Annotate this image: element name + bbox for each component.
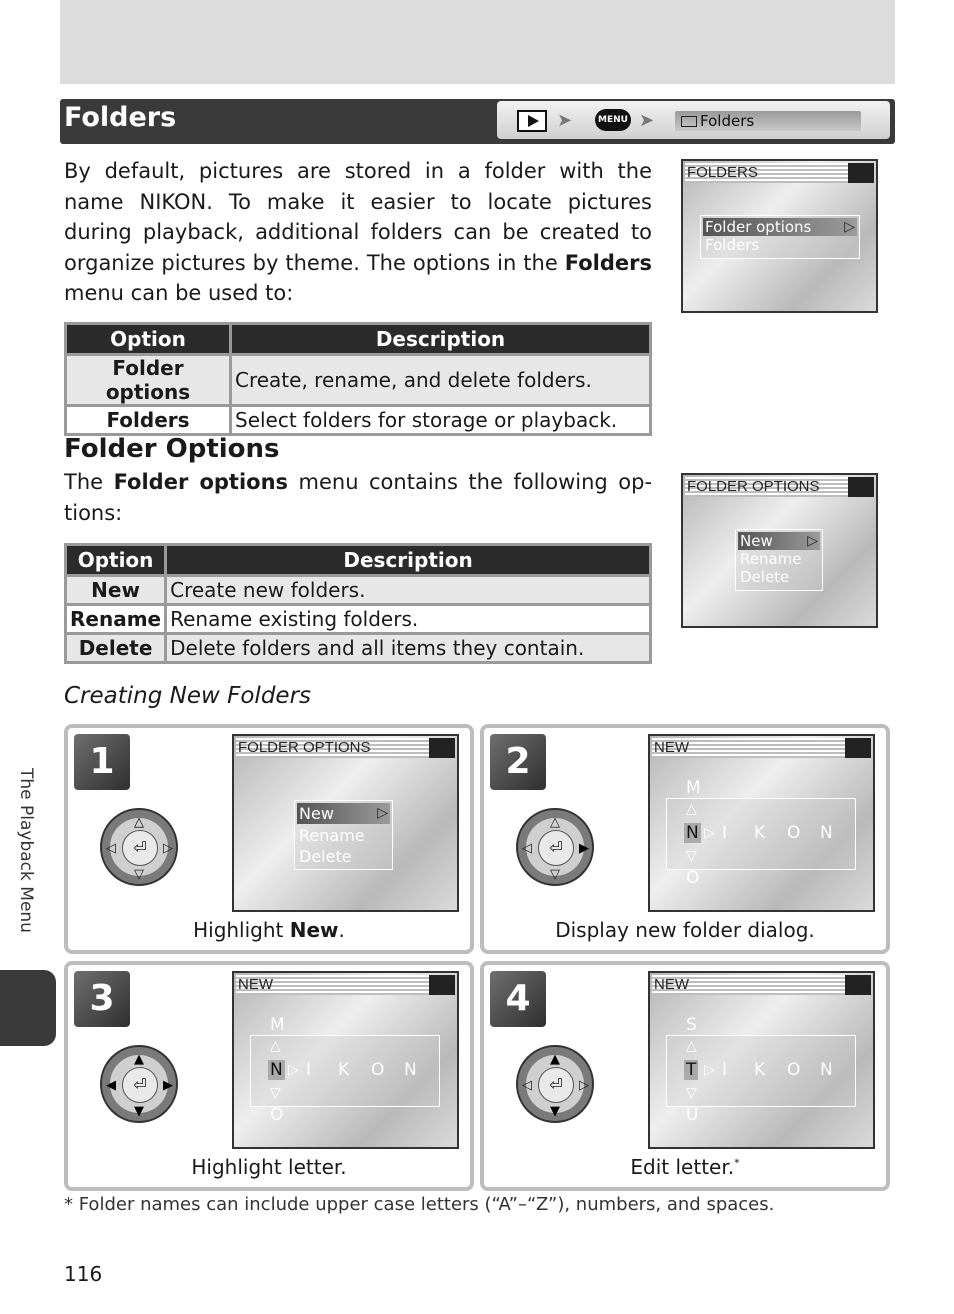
multi-selector-icon: ⏎ ▲ ▼ ◁ ▷	[516, 1045, 594, 1123]
camera-screen	[232, 734, 459, 912]
name-letter: O	[787, 1060, 801, 1080]
name-letter: I	[722, 823, 728, 843]
screen-title: FOLDERS	[685, 163, 874, 183]
letter-below: U	[686, 1105, 699, 1125]
menu-item: New ▷	[738, 532, 820, 550]
up-arrow-icon: △	[270, 1038, 281, 1054]
side-tab	[0, 970, 56, 1046]
folder-options-table	[64, 543, 652, 664]
menu-item: New ▷	[297, 803, 390, 824]
name-letter: N	[820, 1060, 833, 1080]
column-header: Option	[67, 325, 232, 353]
section-paragraph: The Folder options menu contains the following op-tions:	[64, 470, 653, 525]
column-header: Description	[232, 325, 649, 353]
menu-path	[497, 101, 890, 139]
down-arrow-icon: ▽	[686, 1085, 697, 1101]
name-letter: I	[722, 1060, 728, 1080]
arrow-icon: ➤	[557, 110, 573, 131]
step-number: 1	[74, 734, 130, 790]
step-caption: Highlight letter.	[191, 1155, 347, 1179]
table-row: Rename Rename existing folders.	[67, 603, 649, 632]
screen-title: FOLDER OPTIONS	[236, 738, 455, 758]
step-caption: Display new folder dialog.	[555, 918, 815, 942]
folder-options-screen	[681, 473, 878, 628]
intro-paragraph: By default, pictures are stored in a folder with the name NIKON. To make it easier to locate pictures during playback, additional folders can be created to organize pictures by theme. The options in the Folders menu can be used to:	[64, 159, 652, 305]
step-number: 3	[74, 971, 130, 1027]
down-arrow-icon: ▽	[270, 1085, 281, 1101]
menu-item: Folder options ▷	[703, 218, 857, 236]
destination-label: Folders	[700, 112, 755, 130]
table-row: Folder options Create, rename, and delete folders.	[67, 353, 649, 404]
step-4	[480, 961, 890, 1191]
letter-above: S	[686, 1015, 697, 1035]
name-letter: N	[820, 823, 833, 843]
section-heading: Folder Options	[64, 434, 280, 464]
step-1	[64, 724, 474, 954]
menu-item: Rename	[299, 826, 365, 845]
screen-title: NEW	[652, 738, 871, 758]
folders-menu-screen	[681, 159, 878, 313]
menu-list	[294, 800, 393, 870]
step-number: 2	[490, 734, 546, 790]
step-3	[64, 961, 474, 1191]
table-row: Delete Delete folders and all items they contain.	[67, 632, 649, 661]
name-letter: I	[306, 1060, 312, 1080]
screen-title: FOLDER OPTIONS	[685, 477, 874, 497]
menu-button-icon: MENU	[595, 109, 631, 131]
name-letter: O	[371, 1060, 385, 1080]
table-row: New Create new folders.	[67, 574, 649, 603]
options-table	[64, 322, 652, 436]
menu-item: Rename	[740, 550, 802, 568]
right-arrow-icon: ▷	[288, 1062, 299, 1078]
step-caption: Highlight New.	[193, 918, 345, 942]
multi-selector-icon: ⏎ △ ▽ ◁ ▶	[516, 808, 594, 886]
screen-title: NEW	[236, 975, 455, 995]
letter-below: O	[270, 1105, 284, 1125]
right-arrow-icon: ▷	[704, 825, 715, 841]
current-letter: N	[686, 823, 699, 843]
name-letter: O	[787, 823, 801, 843]
right-arrow-icon: ▷	[704, 1062, 715, 1078]
top-band	[60, 0, 895, 84]
name-letter: K	[754, 823, 766, 843]
screen-title: NEW	[652, 975, 871, 995]
table-row: Folders Select folders for storage or playback.	[67, 404, 649, 433]
menu-item: Delete	[740, 568, 790, 586]
letter-above: M	[686, 778, 701, 798]
arrow-icon: ➤	[639, 110, 655, 131]
down-arrow-icon: ▽	[686, 848, 697, 864]
menu-item: Delete	[299, 847, 352, 866]
multi-selector-icon: ⏎ ▲ ▼ ◀ ▶	[100, 1045, 178, 1123]
camera-screen	[232, 971, 459, 1149]
column-header: Option	[67, 546, 167, 574]
menu-list	[700, 215, 860, 259]
up-arrow-icon: △	[686, 801, 697, 817]
column-header: Description	[167, 546, 649, 574]
folder-icon	[681, 116, 697, 127]
step-caption: Edit letter.*	[630, 1155, 740, 1179]
footnote: * Folder names can include upper case letters (“A”–“Z”), numbers, and spaces.	[64, 1194, 775, 1215]
current-letter: T	[686, 1060, 697, 1080]
letter-below: O	[686, 868, 700, 888]
title-bar	[60, 99, 895, 144]
step-2	[480, 724, 890, 954]
step-number: 4	[490, 971, 546, 1027]
up-arrow-icon: △	[686, 1038, 697, 1054]
chapter-label: The Playback Menu	[16, 768, 36, 933]
play-icon	[517, 110, 547, 132]
menu-list	[735, 529, 823, 591]
camera-screen	[648, 971, 875, 1149]
name-letter: K	[754, 1060, 766, 1080]
current-letter: N	[270, 1060, 283, 1080]
name-letter: N	[404, 1060, 417, 1080]
subheading: Creating New Folders	[64, 683, 312, 709]
page-title: Folders	[64, 102, 177, 133]
menu-item: Folders	[705, 236, 760, 254]
menu-path-destination	[675, 111, 861, 131]
name-letter: K	[338, 1060, 350, 1080]
page-number: 116	[64, 1262, 103, 1286]
letter-above: M	[270, 1015, 285, 1035]
camera-screen	[648, 734, 875, 912]
multi-selector-icon: ⏎ △ ▽ ◁ ▷	[100, 808, 178, 886]
